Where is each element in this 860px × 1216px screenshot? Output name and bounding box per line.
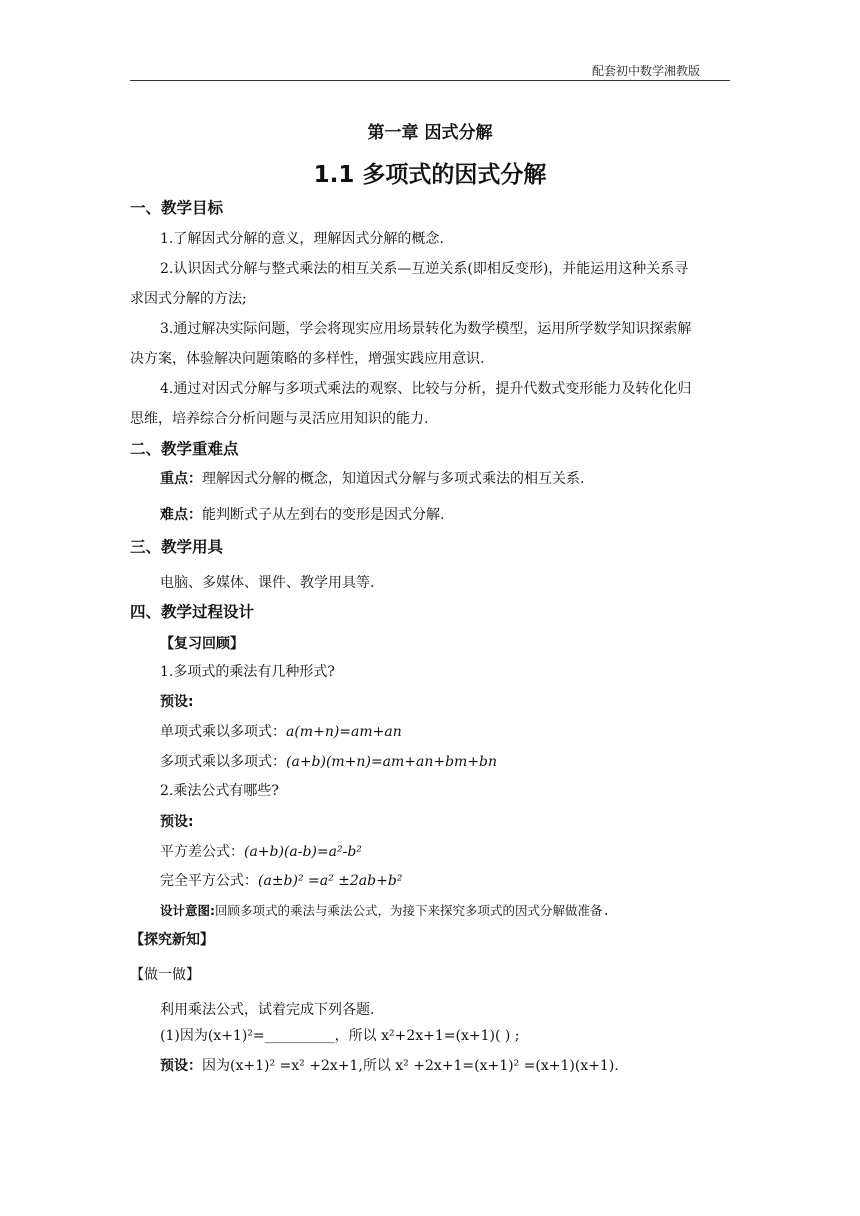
design-intent (160, 901, 610, 921)
objective-2-cont: 求因式分解的方法; (130, 291, 247, 307)
intent-label: 设计意图: (160, 903, 215, 918)
heading-key-points: 二、教学重难点 (130, 440, 239, 458)
square-expression: (a±b)² =a² ±2ab+b² (258, 873, 403, 889)
objective-3: 3.通过解决实际问题，学会将现实应用场景转化为数学模型，运用所学数学知识探索解 (160, 321, 692, 337)
preset-label-1: 预设: (160, 694, 194, 710)
heading-tools: 三、教学用具 (130, 538, 224, 556)
header-rule (130, 80, 730, 81)
objective-3-cont: 决方案，体验解决问题策略的多样性，增强实践应用意识. (130, 351, 485, 367)
focus-text: 理解因式分解的概念，知道因式分解与多项式乘法的相互关系. (202, 471, 585, 487)
objective-2: 2.认识因式分解与整式乘法的相互关系—互逆关系(即相反变形)，并能运用这种关系寻 (160, 261, 689, 277)
polynomial-formula (160, 752, 497, 772)
intent-text: 回顾多项式的乘法与乘法公式，为接下来探究多项式的因式分解做准备. (215, 903, 611, 918)
difference-expression: (a+b)(a-b)=a²-b² (244, 844, 362, 860)
objective-4-cont: 思维，培养综合分析问题与灵活应用知识的能力. (130, 411, 429, 427)
tools-text: 电脑、多媒体、课件、教学用具等. (160, 575, 375, 591)
difficulty-label: 难点： (160, 507, 202, 523)
focus-line (160, 469, 584, 489)
chapter-title: 第一章 因式分解 (367, 123, 493, 143)
running-header: 配套初中数学湘教版 (591, 64, 700, 78)
try-intro: 利用乘法公式，试着完成下列各题. (160, 1002, 375, 1018)
polynomial-label: 多项式乘以多项式： (160, 754, 286, 770)
review-question-1: 1.多项式的乘法有几种形式? (160, 664, 335, 680)
square-label: 完全平方公式： (160, 873, 258, 889)
objective-1: 1.了解因式分解的意义，理解因式分解的概念. (160, 231, 444, 247)
section-title: 1.1 多项式的因式分解 (313, 162, 547, 188)
preset-label-2: 预设: (160, 814, 194, 830)
difficulty-text: 能判断式子从左到右的变形是因式分解. (202, 507, 445, 523)
try-heading: 【做一做】 (130, 967, 200, 983)
focus-label: 重点： (160, 471, 202, 487)
monomial-expression: a(m+n)=am+an (286, 724, 402, 740)
monomial-formula (160, 722, 402, 742)
review-heading: 【复习回顾】 (160, 636, 244, 652)
heading-objectives: 一、教学目标 (130, 199, 224, 217)
review-question-2: 2.乘法公式有哪些? (160, 783, 279, 799)
heading-process: 四、教学过程设计 (130, 603, 255, 621)
difference-of-squares (160, 842, 362, 862)
difference-label: 平方差公式： (160, 844, 244, 860)
explore-heading: 【探究新知】 (130, 932, 214, 948)
difficulty-line (160, 505, 444, 525)
polynomial-expression: (a+b)(m+n)=am+an+bm+bn (286, 754, 498, 770)
exercise-1-preset (160, 1056, 619, 1076)
objective-4: 4.通过对因式分解与多项式乘法的观察、比较与分析，提升代数式变形能力及转化化归 (160, 381, 692, 397)
exercise-1: (1)因为(x+1)²=__________，所以 x²+2x+1=(x+1)( ) ; (160, 1028, 520, 1044)
exercise-preset-text: 因为(x+1)² =x² +2x+1,所以 x² +2x+1=(x+1)² =(x+1)(x+1). (202, 1058, 619, 1074)
perfect-square (160, 871, 402, 891)
exercise-preset-label: 预设： (160, 1058, 202, 1074)
monomial-label: 单项式乘以多项式： (160, 724, 286, 740)
